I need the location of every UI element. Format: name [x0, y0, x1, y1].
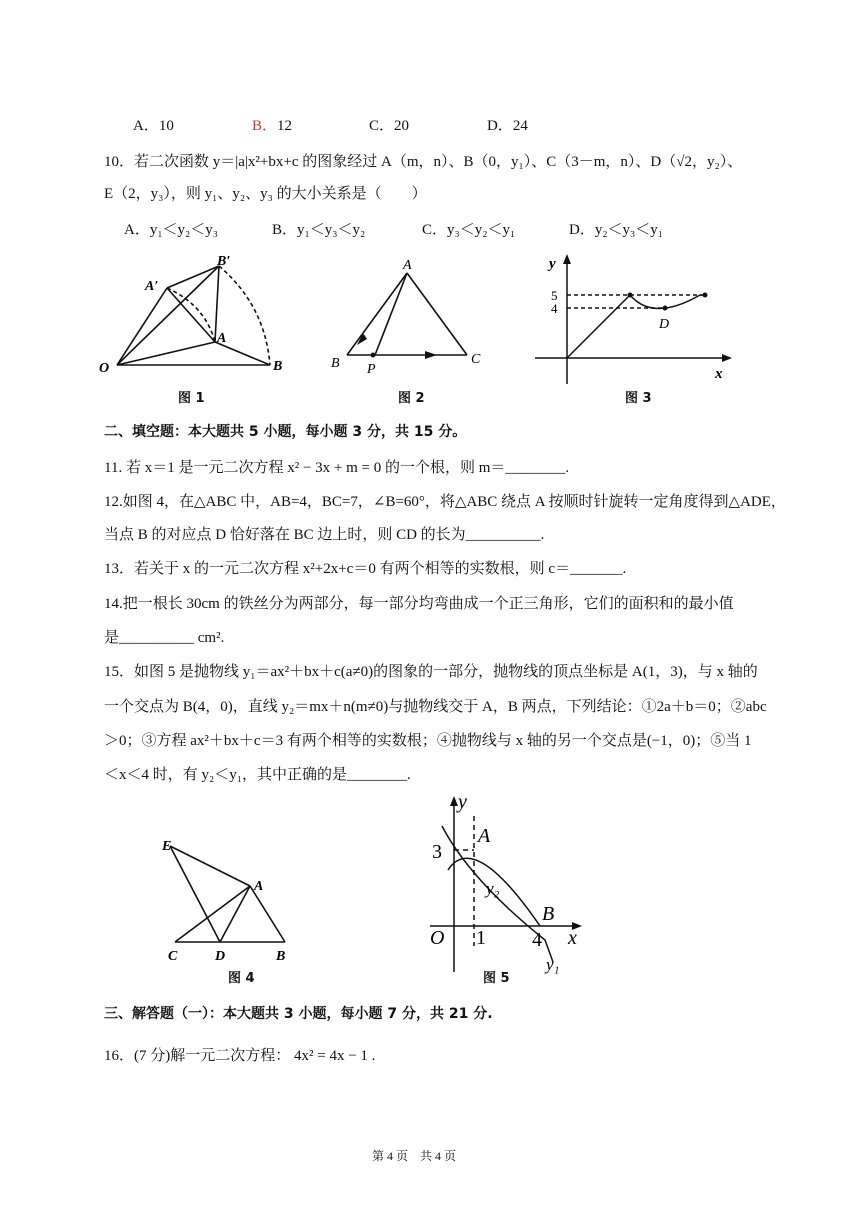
fig2-label-b: B: [331, 356, 340, 371]
fig5-label-three: 3: [432, 841, 442, 863]
q10-option-b: B．y₁＜y₃＜y₂: [272, 222, 366, 238]
fig1-label-a-prime: A′: [145, 279, 159, 294]
fig4-label-c: C: [168, 949, 178, 964]
q10-line1: 10．若二次函数 y＝|a|x²+bx+c 的图象经过 A（m，n）、B（0，y₁）、C（3－m，n）、D（√2，y₂）、: [104, 154, 743, 170]
fig2-label-c: C: [471, 352, 481, 367]
fig3-label-four: 4: [551, 301, 558, 316]
q9-option-b: [252, 114, 292, 135]
q15-line2: 一个交点为 B(4，0)，直线 y₂＝mx＋n(m≠0)与抛物线交于 A，B 两点，下列结论：①2a＋b＝0；②abc: [104, 699, 767, 715]
q14-line2: 是__________ cm².: [104, 630, 225, 646]
q16: 16．(7 分)解一元二次方程： 4x² = 4x − 1 .: [104, 1048, 376, 1064]
fig3-label-x: x: [715, 366, 723, 382]
fig3-label-y: y: [549, 256, 556, 272]
q9-option-c: C．20: [369, 118, 410, 134]
fig5-label-o: O: [430, 927, 445, 949]
fig3-label-five: 5: [551, 288, 558, 303]
figure-4-caption: 图 4: [228, 971, 255, 986]
q15-line1: 15．如图 5 是抛物线 y₁＝ax²＋bx＋c(a≠0)的图象的一部分，抛物线的顶点坐标是 A(1，3)，与 x 轴的: [104, 664, 758, 680]
q11: 11. 若 x＝1 是一元二次方程 x² − 3x + m = 0 的一个根，则 m＝________.: [104, 460, 570, 476]
q10-option-a: A．y₁＜y₂＜y₃: [124, 222, 219, 238]
q15-line3: ＞0；③方程 ax²＋bx＋c＝3 有两个相等的实数根；④抛物线与 x 轴的另一个交点是(−1，0)；⑤当 1: [104, 733, 752, 749]
q12-line1: 12.如图 4，在△ABC 中，AB=4，BC=7，∠B=60°，将△ABC 绕点 A 按顺时针旋转一定角度得到△ADE，: [104, 494, 786, 510]
fig4-label-d: D: [215, 949, 226, 964]
fig4-label-e: E: [162, 839, 172, 854]
fig1-label-b-prime: B′: [217, 254, 231, 269]
figure-1-caption: 图 1: [178, 391, 205, 406]
fig2-label-a: A: [403, 258, 412, 273]
q12-line2: 当点 B 的对应点 D 恰好落在 BC 边上时，则 CD 的长为__________.: [104, 527, 545, 543]
fig3-label-d: D: [659, 317, 670, 332]
section-3-heading: 三、解答题（一）：本大题共 3 小题，每小题 7 分，共 21 分.: [104, 1006, 493, 1022]
q9-option-a: A．10: [133, 118, 174, 134]
fig4-label-a: A: [254, 879, 264, 894]
q9-option-b-letter: B．: [252, 118, 278, 134]
q10-option-d: D．y₂＜y₃＜y₁: [569, 222, 664, 238]
fig1-label-o: O: [99, 361, 110, 376]
fig5-label-x: x: [568, 927, 577, 949]
fig1-label-b: B: [273, 359, 283, 374]
q14-line1: 14.把一根长 30cm 的铁丝分为两部分，每一部分均弯曲成一个正三角形，它们的面积和的最小值: [104, 596, 734, 612]
q9-option-d: D．24: [487, 118, 528, 134]
figure-5-caption: 图 5: [483, 971, 510, 986]
fig5-label-y2: y₂: [486, 879, 500, 898]
q15-line4: ＜x＜4 时，有 y₂＜y₁，其中正确的是________.: [104, 767, 411, 783]
q9-option-b-value: 12: [277, 118, 293, 134]
figure-3-caption: 图 3: [625, 391, 652, 406]
fig5-label-y: y: [458, 791, 467, 813]
figure-2-caption: 图 2: [398, 391, 425, 406]
fig5-label-y1: y₁: [546, 955, 560, 974]
figure-2-diagram: [325, 255, 495, 375]
fig5-label-four: 4: [532, 929, 542, 951]
q13: 13．若关于 x 的一元二次方程 x²+2x+c＝0 有两个相等的实数根，则 c＝_______.: [104, 561, 627, 577]
figure-4-diagram: [160, 832, 300, 964]
figure-5-graph: [420, 790, 595, 975]
fig5-label-b: B: [542, 903, 555, 925]
section-2-heading: 二、填空题：本大题共 5 小题，每小题 3 分，共 15 分。: [104, 424, 467, 440]
fig5-label-one: 1: [476, 927, 486, 949]
figure-3-graph: [535, 250, 740, 385]
q10-line2: E（2，y₃），则 y₁、y₂、y₃ 的大小关系是（ ）: [104, 186, 427, 202]
figure-1-diagram: [95, 250, 295, 380]
fig4-label-b: B: [276, 949, 286, 964]
fig2-label-p: P: [367, 362, 376, 375]
fig1-label-a: A: [217, 331, 227, 346]
fig5-label-a: A: [478, 825, 491, 847]
q10-option-c: C．y₃＜y₂＜y₁: [422, 222, 516, 238]
page-footer: 第 4 页 共 4 页: [372, 1149, 457, 1163]
